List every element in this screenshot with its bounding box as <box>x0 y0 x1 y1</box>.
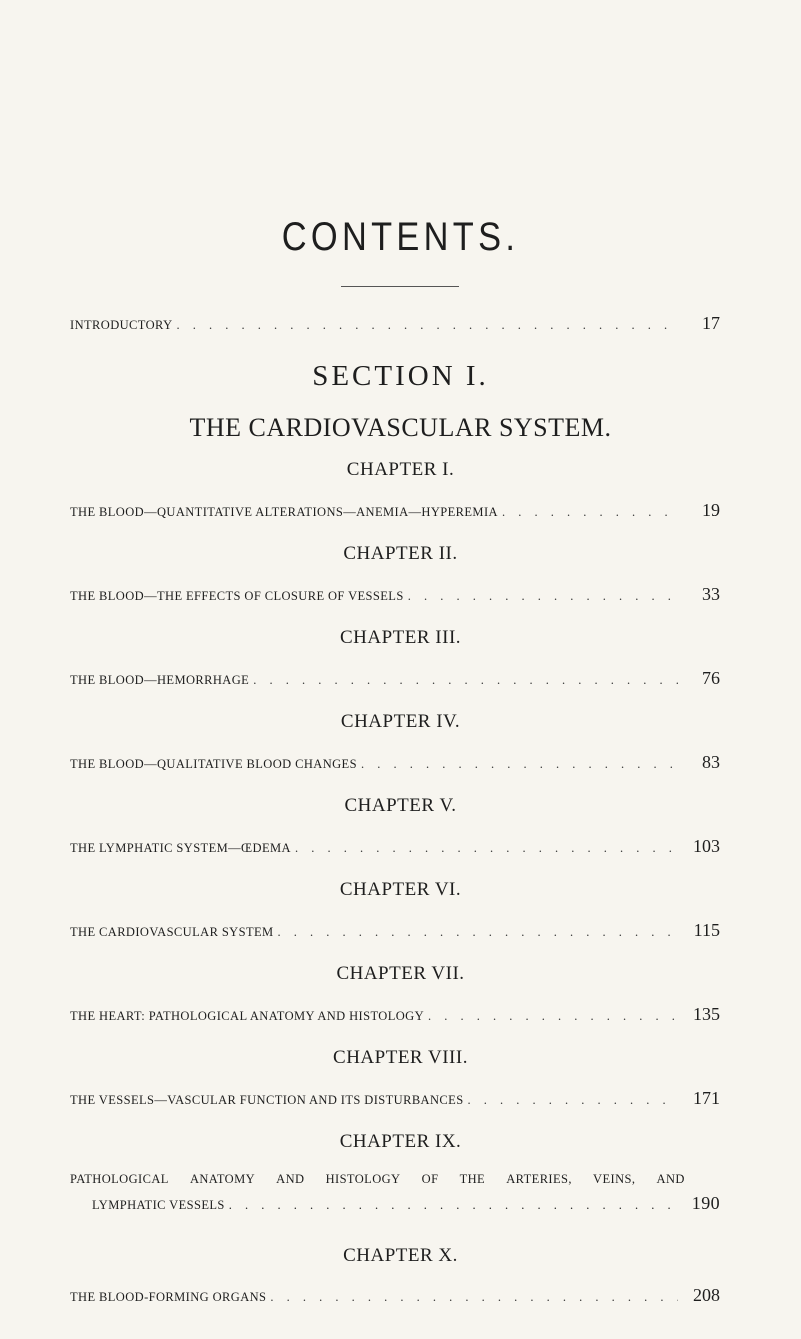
chapter-heading: CHAPTER IV. <box>340 711 461 732</box>
entry-label: THE BLOOD—QUALITATIVE BLOOD CHANGES <box>70 757 357 771</box>
chapter-heading: CHAPTER X. <box>343 1245 458 1266</box>
leader-dots <box>502 505 678 520</box>
page-number: 208 <box>693 1285 720 1305</box>
entry-word: VEINS, <box>593 1172 636 1186</box>
toc-entry[interactable] <box>70 836 720 858</box>
toc-entry-multiline[interactable] <box>70 1172 720 1214</box>
chapter-heading: CHAPTER VII. <box>336 963 465 984</box>
chapter-heading: CHAPTER V. <box>344 795 457 816</box>
entry-word: AND <box>656 1172 685 1186</box>
toc-entry[interactable] <box>70 1004 720 1026</box>
page-number: 83 <box>702 752 720 772</box>
entry-label: THE LYMPHATIC SYSTEM—ŒDEMA <box>70 841 291 855</box>
section-title: SECTION I. <box>312 360 489 392</box>
entry-label: LYMPHATIC VESSELS <box>92 1198 225 1212</box>
leader-dots <box>229 1198 678 1213</box>
leader-dots <box>361 757 678 772</box>
chapter-heading: CHAPTER I. <box>346 459 455 480</box>
entry-word: OF <box>421 1172 439 1186</box>
entry-word: HISTOLOGY <box>325 1172 401 1186</box>
entry-first-line <box>70 1172 720 1187</box>
entry-label: THE BLOOD-FORMING ORGANS <box>70 1290 267 1304</box>
entry-label: THE BLOOD—HEMORRHAGE <box>70 673 250 687</box>
toc-entry[interactable] <box>70 500 720 522</box>
toc-entry[interactable] <box>70 668 720 690</box>
page-number: 135 <box>693 1004 720 1024</box>
entry-word: PATHOLOGICAL <box>70 1172 169 1186</box>
leader-dots <box>408 589 678 604</box>
page-number: 103 <box>693 836 720 856</box>
page-title: CONTENTS. <box>281 215 520 259</box>
toc-entry[interactable] <box>70 1088 720 1110</box>
page-number: 33 <box>702 584 720 604</box>
entry-label: THE HEART: PATHOLOGICAL ANATOMY AND HISTOLOGY <box>70 1009 425 1023</box>
entry-word: ARTERIES, <box>506 1172 572 1186</box>
leader-dots <box>278 925 678 940</box>
toc-entry[interactable] <box>70 920 720 942</box>
toc-entry[interactable] <box>70 1285 720 1307</box>
entry-label: THE BLOOD—QUANTITATIVE ALTERATIONS—ANEMIA—HYPEREMIA <box>70 505 498 519</box>
page-number: 171 <box>693 1088 720 1108</box>
page-number: 190 <box>691 1193 720 1213</box>
toc-entry-introductory[interactable] <box>70 313 720 335</box>
leader-dots <box>270 1290 678 1305</box>
chapter-heading: CHAPTER VI. <box>339 879 462 900</box>
leader-dots <box>295 841 678 856</box>
entry-word: ANATOMY <box>189 1172 256 1186</box>
section-subtitle: THE CARDIOVASCULAR SYSTEM. <box>189 413 612 442</box>
chapter-heading: CHAPTER IX. <box>339 1131 462 1152</box>
leader-dots <box>177 318 679 333</box>
toc-entry[interactable] <box>70 752 720 774</box>
entry-word: AND <box>276 1172 305 1186</box>
entry-word: THE <box>459 1172 486 1186</box>
leader-dots <box>253 673 678 688</box>
leader-dots <box>468 1093 678 1108</box>
chapter-heading: CHAPTER III. <box>339 627 462 648</box>
leader-dots <box>428 1009 678 1024</box>
entry-label: THE CARDIOVASCULAR SYSTEM <box>70 925 274 939</box>
entry-label: THE VESSELS—VASCULAR FUNCTION AND ITS DISTURBANCES <box>70 1093 464 1107</box>
page-number: 17 <box>702 313 720 333</box>
page-number: 115 <box>693 920 720 940</box>
chapter-heading: CHAPTER II. <box>343 543 458 564</box>
entry-label: THE BLOOD—THE EFFECTS OF CLOSURE OF VESSELS <box>70 589 404 603</box>
page-number: 76 <box>702 668 720 688</box>
toc-entry[interactable] <box>70 584 720 606</box>
chapter-heading: CHAPTER VIII. <box>333 1047 468 1068</box>
page-number: 19 <box>702 500 720 520</box>
entry-second-line <box>70 1193 720 1214</box>
entry-label: INTRODUCTORY <box>70 318 173 332</box>
title-rule <box>341 286 459 287</box>
